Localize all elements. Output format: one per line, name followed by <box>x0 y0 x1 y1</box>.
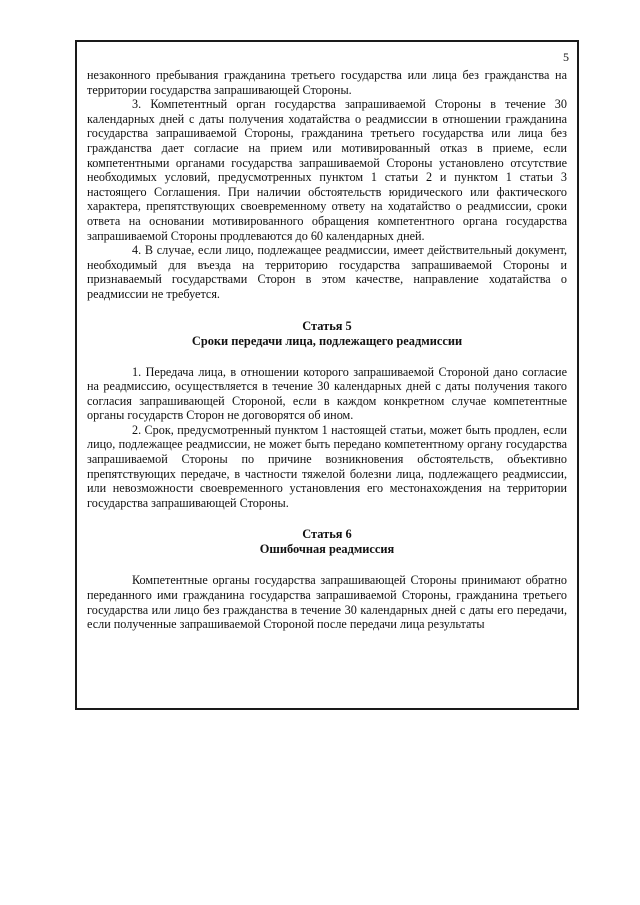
page-number: 5 <box>563 50 569 64</box>
paragraph-item-3: 3. Компетентный орган государства запрашиваемой Стороны в течение 30 календарных дней с даты получения ходатайства о реадмиссии в отношении гражданина государства запрашиваемой Стороны, гражданина третьего государства или лица без гражданства дает согласие на прием или мотивированный отказ в приеме, если компетентными органами государства запрашиваемой Стороны установлено отсутствие необходимых условий, предусмотренных пунктом 1 статьи 2 и пунктом 1 статьи 3 настоящего Соглашения. При наличии обстоятельств юридического или фактического характера, препятствующих своевременному ответу на ходатайство о реадмиссии, сроки ответа на основании мотивированного обращения компетентного органа государства запрашиваемой Стороны продлеваются до 60 календарных дней. <box>87 97 567 243</box>
paragraph-continuation: незаконного пребывания гражданина третьего государства или лица без гражданства на территории государства запрашивающей Стороны. <box>87 68 567 97</box>
article-6-number: Статья 6 <box>302 527 352 542</box>
article-5-paragraph-1: 1. Передача лица, в отношении которого запрашиваемой Стороной дано согласие на реадмиссию, осуществляется в течение 30 календарных дней с даты получения такого согласия запрашивающей Стороной, если в каждом конкретном случае компетентные органы государств Сторон не договорятся об ином. <box>87 364 567 423</box>
page-frame <box>75 40 579 710</box>
document-body <box>87 68 567 632</box>
article-5-title: Сроки передачи лица, подлежащего реадмиссии <box>191 333 463 348</box>
article-5-heading <box>87 319 567 349</box>
article-5-paragraph-2: 2. Срок, предусмотренный пунктом 1 настоящей статьи, может быть продлен, если лицо, подлежащее реадмиссии, не может быть передано компетентному органу государства запрашиваемой Стороны по причине возникновения обстоятельств, объективно препятствующих передаче, в частности тяжелой болезни лица, подлежащего реадмиссии, или невозможности своевременного установления его местонахождения на территории государства запрашивающей Стороны. <box>87 422 567 510</box>
article-5-number: Статья 5 <box>302 318 352 333</box>
article-6-paragraph-1: Компетентные органы государства запрашивающей Стороны принимают обратно переданного ими гражданина государства запрашиваемой Стороны, гражданина третьего государства или лицо без гражданства в течение 30 календарных дней с даты его передачи, если полученные запрашиваемой Стороной после передачи лица результаты <box>87 573 567 632</box>
paragraph-item-4: 4. В случае, если лицо, подлежащее реадмиссии, имеет действительный документ, необходимый для въезда на территорию государства запрашиваемой Стороны и признаваемый государствами Сторон в этом качестве, направление ходатайства о реадмиссии не требуется. <box>87 243 567 301</box>
article-6-heading <box>87 527 567 557</box>
article-6-title: Ошибочная реадмиссия <box>259 542 395 557</box>
